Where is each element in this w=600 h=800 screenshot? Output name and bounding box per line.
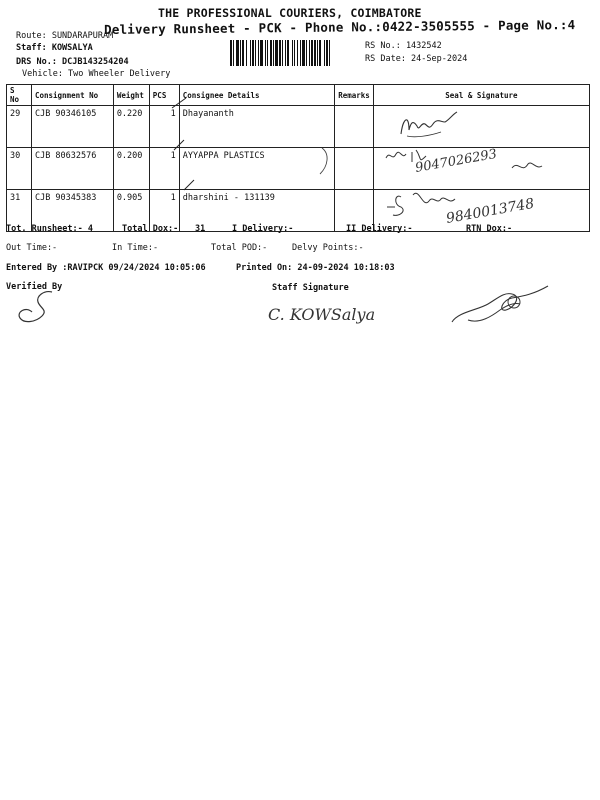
cell-remarks (335, 148, 374, 190)
runsheet-subtitle: Delivery Runsheet - PCK - Phone No.:0422-3505555 - Page No.:4 (104, 17, 576, 37)
drs-number: DRS No.: DCJB143254204 (16, 57, 129, 67)
route-label: Route: SUNDARAPURAM (16, 31, 114, 41)
entered-by: Entered By :RAVIPCK 09/24/2024 10:05:06 (6, 263, 206, 273)
total-dox-value: 31 (195, 224, 206, 234)
verified-signature (14, 288, 74, 328)
cell-pcs: 1 (149, 148, 179, 190)
handwritten-tick (182, 178, 198, 192)
handwritten-note-row30 (382, 140, 562, 180)
cell-sno: 29 (7, 106, 32, 148)
total-dox-label: Total Dox:- (122, 224, 179, 234)
company-title: THE PROFESSIONAL COURIERS, COIMBATORE (158, 6, 422, 20)
row31-phone-text: 9840013748 (444, 195, 536, 227)
cell-consignee: dharshini - 131139 (179, 190, 334, 232)
cell-weight: 0.905 (113, 190, 149, 232)
i-delivery: I Delivery:- (232, 224, 294, 234)
col-consignee: Consignee Details (179, 85, 334, 106)
col-remarks: Remarks (335, 85, 374, 106)
cell-consignment: CJB 90346105 (31, 106, 113, 148)
handwritten-tick (172, 138, 188, 152)
staff-signature-scribble (448, 282, 558, 332)
col-seal-signature: Seal & Signature (373, 85, 589, 106)
total-pod: Total POD:- (211, 243, 268, 253)
rs-number: RS No.: 1432542 (365, 41, 442, 51)
staff-signature-name (266, 298, 436, 328)
handwritten-signature-row29 (395, 108, 465, 142)
verified-by: Verified By (6, 282, 63, 292)
rs-date: RS Date: 24-Sep-2024 (365, 54, 468, 64)
cell-consignment: CJB 90345383 (31, 190, 113, 232)
cell-sno: 31 (7, 190, 32, 232)
cell-pcs: 1 (149, 190, 179, 232)
cell-consignee: Dhayananth (179, 106, 334, 148)
cell-remarks (335, 106, 374, 148)
cell-weight: 0.200 (113, 148, 149, 190)
in-time: In Time:- (112, 243, 159, 253)
tot-runsheet: Tot. Runsheet:- 4 (6, 224, 93, 234)
ii-delivery: II Delivery:- (346, 224, 413, 234)
table-header-row (7, 85, 590, 106)
delvy-points: Delvy Points:- (292, 243, 364, 253)
rtn-dox: RTN Dox:- (466, 224, 513, 234)
handwritten-stroke (318, 146, 332, 176)
handwritten-signature-row31 (385, 183, 565, 227)
barcode (230, 40, 360, 66)
cell-sno: 30 (7, 148, 32, 190)
printed-on: Printed On: 24-09-2024 10:18:03 (236, 263, 395, 273)
col-pcs: PCS (149, 85, 179, 106)
col-weight: Weight (113, 85, 149, 106)
cell-consignment: CJB 80632576 (31, 148, 113, 190)
staff-label: Staff: KOWSALYA (16, 43, 93, 53)
col-sno: S No (7, 85, 32, 106)
cell-consignee: AYYAPPA PLASTICS (179, 148, 334, 190)
staff-signature-label: Staff Signature (272, 283, 349, 293)
staff-signature-text: C. KOWSalya (268, 305, 376, 324)
col-consignment: Consignment No (31, 85, 113, 106)
cell-weight: 0.220 (113, 106, 149, 148)
cell-pcs: 1 (149, 106, 179, 148)
row30-note-text: 9047026293 (414, 146, 499, 176)
vehicle-label: Vehicle: Two Wheeler Delivery (22, 69, 171, 79)
out-time: Out Time:- (6, 243, 58, 253)
handwritten-tick (170, 96, 190, 110)
